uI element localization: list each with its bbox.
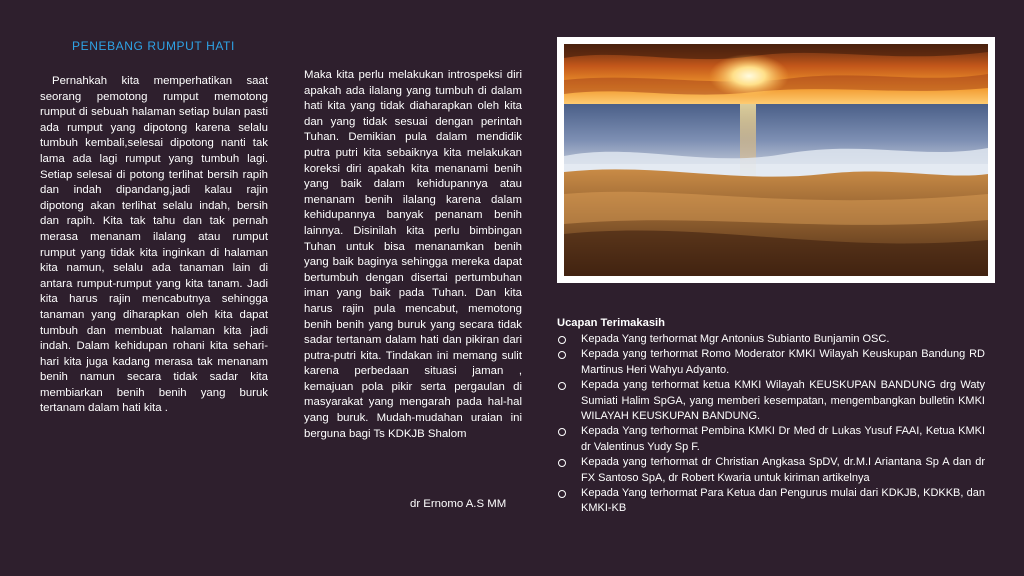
- circle-bullet-icon: [558, 490, 566, 498]
- photo-frame: [557, 37, 995, 283]
- thanks-title: Ucapan Terimakasih: [557, 317, 665, 329]
- article-column-2: Maka kita perlu melakukan introspeksi diri apakah ada ilalang yang tumbuh di dalam hati kita yang tidak diaharapkan oleh kita dan yang tidak sesuai dengan perintah Tuhan. Demikian pula dalam mendidik putra putri kita sebaiknya kita melakukan koreksi diri apakah kita menanami benih yang baik dalam kehidupannya atau menanam benih ilalang karena dalam kehidupannya banyak penanam benih lainnya. Disinilah kita perlu bimbingan Tuhan untuk bisa menanamkan benih yang baik baginya sehingga mereka dapat bertumbuh dengan disertai pertumbuhan iman yang baik pada Tuhan. Dan kita harus rajin pula mencabut, memotong benih benih yang buruk yang secara tidak sadar tertanam dalam hati dan pikiran dari putra-putri kita. Tindakan ini memang sulit karena perbedaan situasi jaman , kemajuan pola pikir serta pergaulan di masyarakat yang mengarah pada hal-hal yang buruk. Mudah-mudahan uraian ini berguna bagi Ts KDKJB Shalom: [304, 69, 522, 440]
- circle-bullet-icon: [558, 382, 566, 390]
- list-item: [557, 378, 985, 424]
- circle-bullet-icon: [558, 459, 566, 467]
- list-item: [557, 486, 985, 517]
- thanks-item-text: Kepada yang terhormat dr Christian Angkasa SpDV, dr.M.I Ariantana Sp A dan dr FX Santoso SpA, dr Robert Kwaria untuk kiriman artikelnya: [581, 456, 985, 484]
- article-column-1: Pernahkah kita memperhatikan saat seorang pemotong rumput memotong rumput di sebuah halaman setiap bulan pasti ada rumput yang dipotong karena selalu tumbuh kembali,selesai dipotong nanti tak lama ada lagi rumput yang tumbuh lagi. Setiap selesai di potong terlihat bersih rapih dan indah dipandang,jadi kalau rajin dipotong akan terlihat selalu indah, bersih dan rapih. Kita tak tahu dan tak pernah merasa menanam ilalang atau rumput rumput yang tidak kita inginkan di halaman kita namun, selalu ada tanaman lain di antara rumput-rumput yang kita tanam. Jadi kita harus rajin mencabutnya sehingga tanaman yang diharapkan oleh kita dapat tumbuh dan membuat halaman kita jadi indah. Dalam kehidupan rohani kita sehari-hari kita juga kadang merasa tak menanam benih namun secara tidak sadar kita membiarkan benih benih yang buruk tertanam dalam hati kita .: [40, 75, 268, 415]
- thanks-list: [557, 332, 985, 517]
- circle-bullet-icon: [558, 336, 566, 344]
- thanks-item-text: Kepada Yang terhormat Para Ketua dan Pengurus mulai dari KDKJB, KDKKB, dan KMKI-KB: [581, 487, 985, 515]
- thanks-item-text: Kepada yang terhormat ketua KMKI Wilayah KEUSKUPAN BANDUNG drg Waty Sumiati Halim SpGA, yang memberi kesempatan, mengembangkan bulletin KMKI WILAYAH KEUSKUPAN BANDUNG.: [581, 379, 985, 423]
- article-title: PENEBANG RUMPUT HATI: [72, 39, 235, 53]
- sunset-sea-photo: [564, 44, 988, 276]
- list-item: [557, 347, 985, 378]
- author-signature: dr Ernomo A.S MM: [410, 498, 507, 510]
- thanks-item-text: Kepada Yang terhormat Mgr Antonius Subianto Bunjamin OSC.: [581, 333, 890, 345]
- circle-bullet-icon: [558, 351, 566, 359]
- thanks-item-text: Kepada Yang terhormat Pembina KMKI Dr Med dr Lukas Yusuf FAAI, Ketua KMKI dr Valentinus Yudy Sp F.: [581, 425, 985, 453]
- list-item: [557, 424, 985, 455]
- list-item: [557, 455, 985, 486]
- list-item: [557, 332, 985, 347]
- circle-bullet-icon: [558, 428, 566, 436]
- thanks-item-text: Kepada yang terhormat Romo Moderator KMKI Wilayah Keuskupan Bandung RD Martinus Heri Wahyu Adyanto.: [581, 348, 985, 376]
